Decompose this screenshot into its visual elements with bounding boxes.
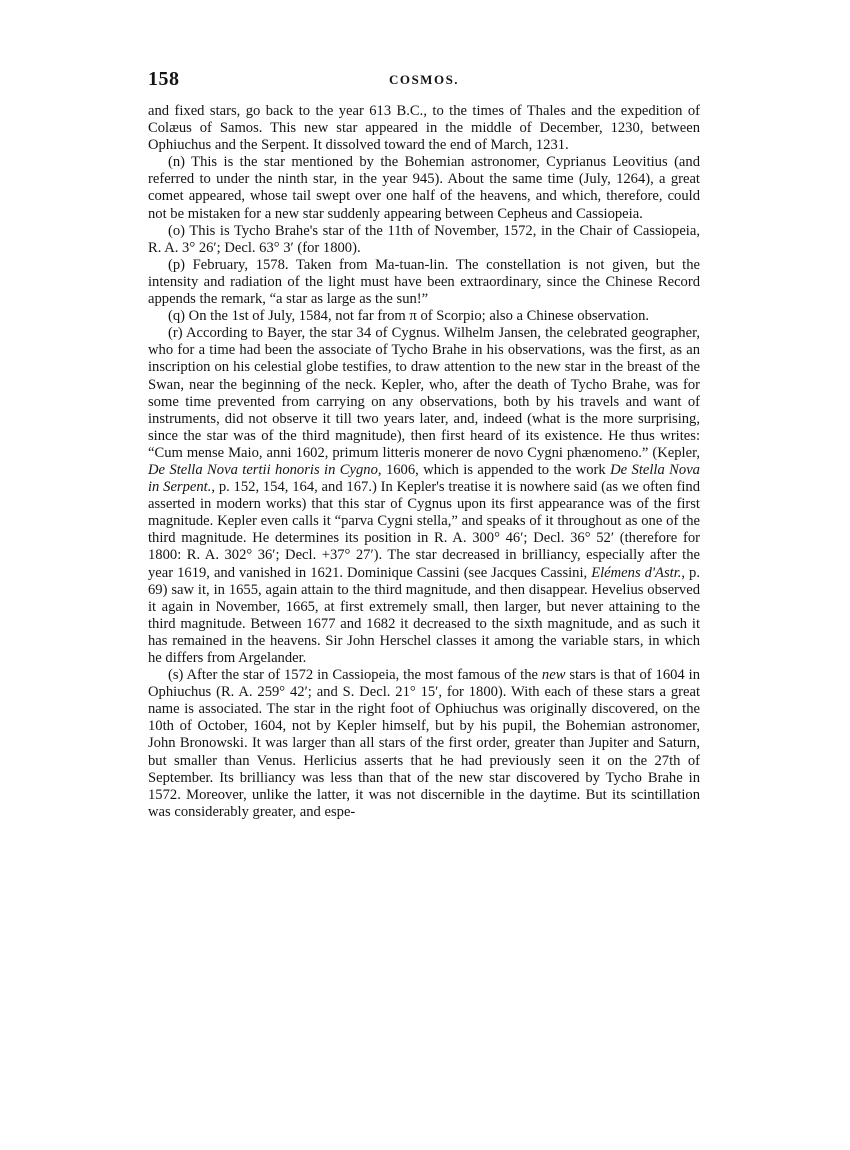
running-head	[148, 68, 700, 90]
text-run: , p. 69) saw it, in 1655, again attain to the third magnitude, and then disappear. Hevelius observed it again in November, 1665, at first extremely small, then larger, but never attaining to the third magnitude. Between 1677 and 1682 it decreased to the sixth magnitude, and as such it has remained in the heavens. Sir John Herschel classes it among the variable stars, in which he differs from Argelander.	[148, 564, 700, 666]
paragraph	[148, 308, 700, 325]
paragraph	[148, 103, 700, 154]
paragraph	[148, 223, 700, 257]
italic-text: new	[541, 667, 566, 684]
italic-text: De Stella Nova in Serpent.	[148, 461, 700, 496]
paragraph	[148, 667, 700, 821]
footnote-text	[148, 103, 700, 821]
text-run: , 1606, which is appended to the work	[377, 461, 611, 478]
text-run: stars is that of 1604 in Ophiuchus (R. A. 259° 42′; and S. Decl. 21° 15′, for 1800). With each of these stars a great name is associated. The star in the right foot of Ophiuchus was originally discovered, on the 10th of October, 1604, not by Kepler himself, but by his pupil, the Bohemian astronomer, John Bronowski. It was larger than all stars of the first order, greater than Jupiter and Saturn, but smaller than Venus. Herlicius asserts that he had previously seen it on the 27th of September. Its brilliancy was less than that of the new star discovered by Tycho Brahe in 1572. Moreover, unlike the latter, it was not discernible in the daytime. But its scintillation was considerably greater, and espe-	[148, 667, 700, 820]
page-number: 158	[148, 68, 180, 90]
text-run: (o) This is Tycho Brahe's star of the 11th of November, 1572, in the Chair of Cassiopeia, R. A. 3° 26′; Decl. 63° 3′ (for 1800).	[148, 222, 700, 256]
text-run: (r) According to Bayer, the star 34 of Cygnus. Wilhelm Jansen, the celebrated geographer, who for a time had been the associate of Tycho Brahe in his observations, was the first, as an inscription on his celestial globe testifies, to draw attention to the new star in the breast of the Swan, near the beginning of the neck. Kepler, who, after the death of Tycho Brahe, was for some time prevented from carrying on any observations, both by his travels and want of instruments, did not observe it till two years later, and, indeed (what is the more surprising, since the star was of the third magnitude), then first heard of its existence. He thus writes: “Cum mense Maio, anni 1602, primum litteris monerer de novo Cygni phænomeno.” (Kepler,	[148, 325, 700, 461]
text-run: (q) On the 1st of July, 1584, not far from π of Scorpio; also a Chinese observation.	[168, 308, 650, 325]
text-run: (s) After the star of 1572 in Cassiopeia, the most famous of the	[168, 667, 542, 684]
italic-text: Elémens d'Astr.	[591, 564, 682, 581]
paragraph	[148, 154, 700, 222]
italic-text: De Stella Nova tertii honoris in Cygno	[148, 461, 378, 478]
text-run: and fixed stars, go back to the year 613 B.C., to the times of Thales and the expedition of Colæus of Samos. This new star appeared in the middle of December, 1230, between Ophiuchus and the Serpent. It dissolved toward the end of March, 1231.	[148, 103, 700, 154]
text-run: (n) This is the star mentioned by the Bohemian astronomer, Cyprianus Leovitius (and referred to under the ninth star, in the year 945). About the same time (July, 1264), a great comet appeared, whose tail swept over one half of the heavens, and which, therefore, could not be mistaken for a new star suddenly appearing between Cepheus and Cassiopeia.	[148, 154, 700, 222]
paragraph	[148, 257, 700, 308]
text-run: (p) February, 1578. Taken from Ma-tuan-lin. The constellation is not given, but the intensity and radiation of the light must have been extraordinary, since the Chinese Record appends the remark, “a star as large as the sun!”	[148, 256, 700, 308]
text-run: , p. 152, 154, 164, and 167.) In Kepler's treatise it is nowhere said (as we often find asserted in modern works) that this star of Cygnus upon its first appearance was of the first magnitude. Kepler even calls it “parva Cygni stella,” and speaks of it throughout as one of the third magnitude. He determines its position in R. A. 300° 46′; Decl. 36° 52′ (therefore for 1800: R. A. 302° 36′; Decl. +37° 27′). The star decreased in brilliancy, especially after the year 1619, and vanished in 1621. Dominique Cassini (see Jacques Cassini,	[148, 479, 700, 581]
paragraph	[148, 325, 700, 667]
running-title: COSMOS.	[388, 72, 460, 87]
